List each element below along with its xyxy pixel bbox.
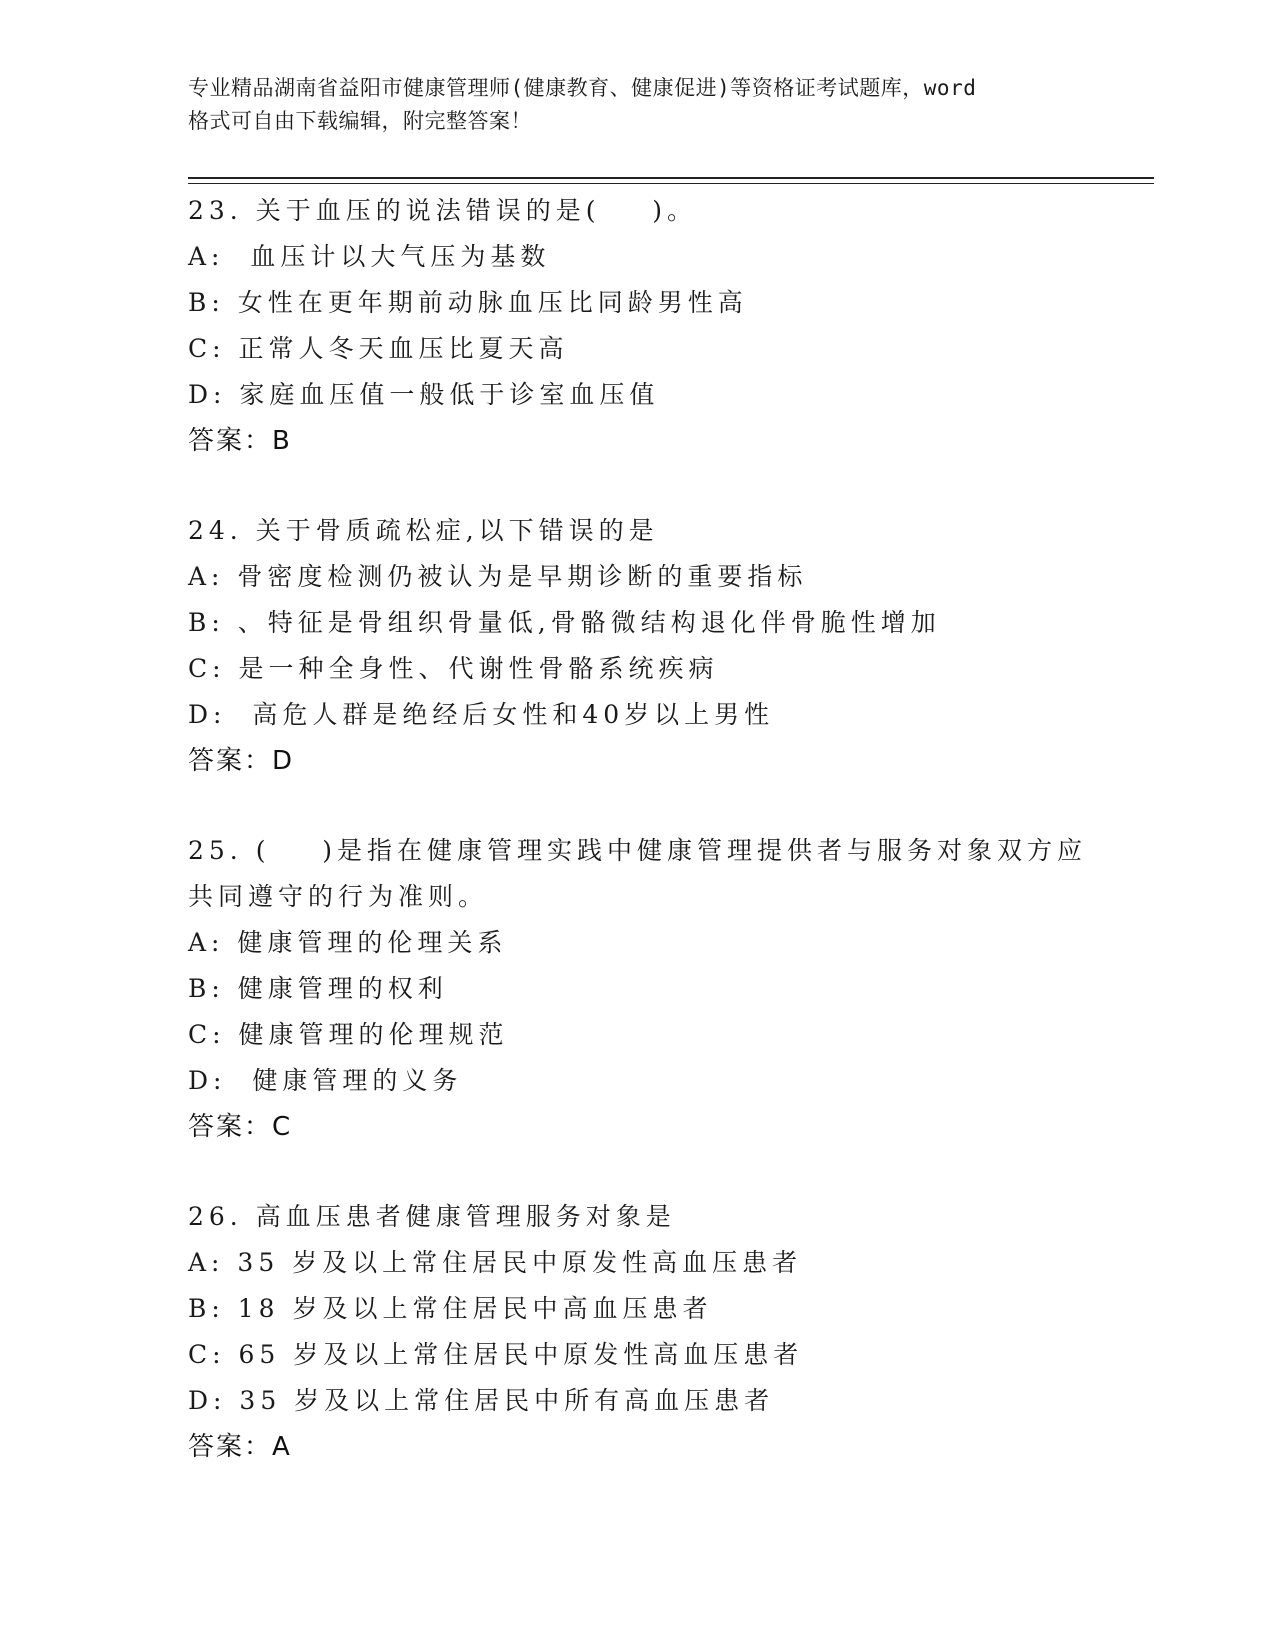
answer-line: 答案：D xyxy=(188,746,295,776)
option-a: A: 健康管理的伦理关系 xyxy=(188,928,508,957)
question-stem: 25. ( )是指在健康管理实践中健康管理提供者与服务对象双方应 xyxy=(188,836,1088,865)
question-24 xyxy=(188,508,1088,784)
option-b: B: 女性在更年期前动脉血压比同龄男性高 xyxy=(188,288,748,317)
answer-line: 答案：C xyxy=(188,1112,293,1142)
option-a: A: 血压计以大气压为基数 xyxy=(188,242,551,271)
header-divider-thick xyxy=(188,177,1154,179)
option-d: D: 家庭血压值一般低于诊室血压值 xyxy=(188,380,660,409)
option-c: C: 健康管理的伦理规范 xyxy=(188,1020,509,1049)
option-b: B: 18 岁及以上常住居民中高血压患者 xyxy=(188,1294,713,1323)
question-25 xyxy=(188,828,1088,1150)
question-stem: 23. 关于血压的说法错误的是( )。 xyxy=(188,196,698,225)
option-b: B: 健康管理的权利 xyxy=(188,974,448,1003)
answer-line: 答案：B xyxy=(188,426,292,456)
header-divider-thin xyxy=(188,183,1154,184)
option-c: C: 65 岁及以上常住居民中原发性高血压患者 xyxy=(188,1340,804,1369)
option-d: D: 健康管理的义务 xyxy=(188,1066,463,1095)
question-26 xyxy=(188,1194,1088,1470)
option-a: A: 骨密度检测仍被认为是早期诊断的重要指标 xyxy=(188,562,808,591)
document-header xyxy=(188,72,1088,138)
header-line-2: 格式可自由下载编辑，附完整答案！ xyxy=(188,109,532,133)
option-c: C: 正常人冬天血压比夏天高 xyxy=(188,334,569,363)
option-d: D: 高危人群是绝经后女性和40岁以上男性 xyxy=(188,700,775,729)
answer-line: 答案：A xyxy=(188,1432,292,1462)
question-23 xyxy=(188,188,1088,464)
option-c: C: 是一种全身性、代谢性骨骼系统疾病 xyxy=(188,654,719,683)
option-a: A: 35 岁及以上常住居民中原发性高血压患者 xyxy=(188,1248,803,1277)
header-line-1: 专业精品湖南省益阳市健康管理师(健康教育、健康促进)等资格证考试题库，word xyxy=(188,76,977,100)
question-stem: 26. 高血压患者健康管理服务对象是 xyxy=(188,1202,676,1231)
option-b: B: 、特征是骨组织骨量低,骨骼微结构退化伴骨脆性增加 xyxy=(188,608,941,637)
question-stem-continued: 共同遵守的行为准则。 xyxy=(188,882,489,911)
option-d: D: 35 岁及以上常住居民中所有高血压患者 xyxy=(188,1386,775,1415)
question-stem: 24. 关于骨质疏松症,以下错误的是 xyxy=(188,516,659,545)
